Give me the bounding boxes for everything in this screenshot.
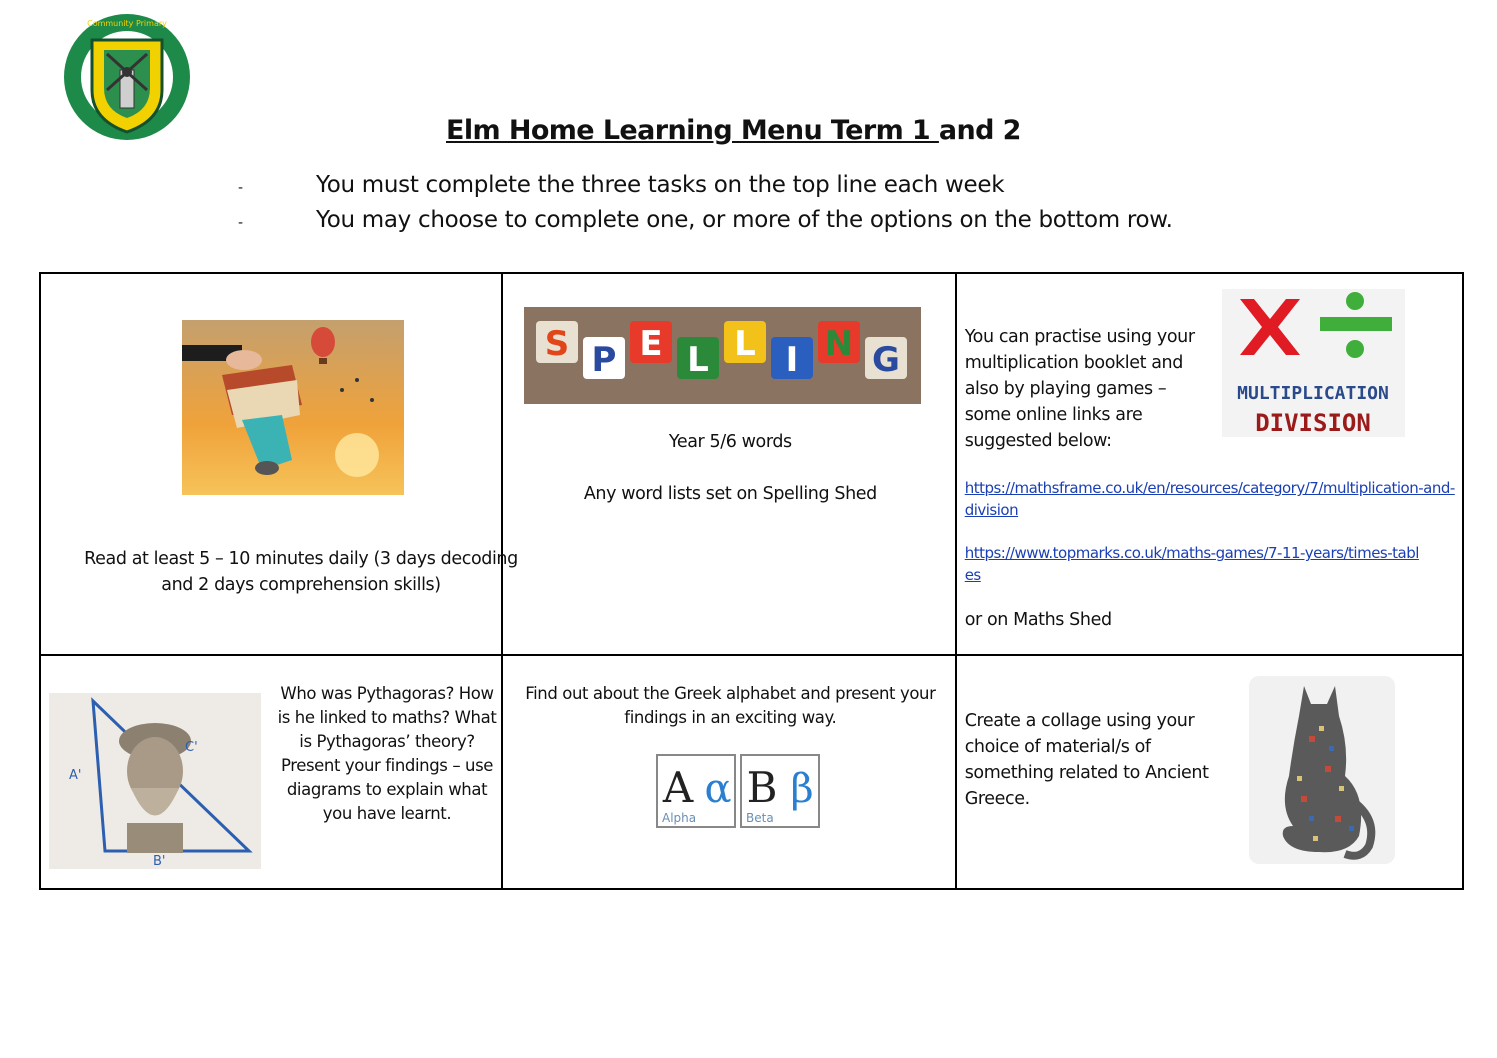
pythagoras-cell	[40, 655, 502, 889]
greek-letters-image	[656, 754, 821, 830]
pythagoras-bust-image	[49, 693, 261, 869]
bullet-dash: -	[238, 180, 243, 196]
page-title	[446, 115, 1021, 146]
multiplication-division-image	[1222, 289, 1405, 437]
division-label: DIVISION	[1254, 409, 1371, 437]
reading-book-image	[182, 320, 404, 495]
spelling-block-letter: L	[687, 340, 710, 380]
maths-shed-text: or on Maths Shed	[964, 610, 1112, 630]
spelling-shed-text: Any word lists set on Spelling Shed	[583, 484, 877, 504]
school-logo	[62, 12, 192, 142]
beta-name: Beta	[746, 811, 775, 825]
spelling-cell	[502, 273, 955, 655]
bullet-dash: -	[238, 215, 243, 231]
collage-text: Create a collage using your choice of material/s of something related to Ancient Greece.	[964, 711, 1209, 809]
spelling-block-letter: L	[734, 324, 757, 364]
learning-menu-table	[39, 272, 1464, 890]
mathsframe-link[interactable]: https://mathsframe.co.uk/en/resources/category/7/multiplication-and-division	[964, 479, 1455, 519]
multiplication-intro-text: You can practise using your multiplication booklet and also by playing games – some online links are suggested below:	[964, 327, 1195, 451]
instructions-list	[238, 172, 1173, 242]
spelling-block-letter: I	[786, 340, 799, 380]
instruction-text: You may choose to complete one, or more of the options on the bottom row.	[316, 207, 1173, 233]
triangle-label-c: C'	[185, 740, 198, 755]
triangle-label-a: A'	[69, 768, 82, 783]
page-title-underlined: Elm Home Learning Menu Term 1	[446, 115, 939, 146]
instruction-text: You must complete the three tasks on the top line each week	[316, 172, 1005, 198]
spelling-block-letter: N	[825, 324, 854, 364]
spelling-year-text: Year 5/6 words	[668, 432, 792, 452]
instruction-item	[238, 172, 1173, 207]
greek-alphabet-cell	[502, 655, 955, 889]
beta-upper: B	[746, 763, 778, 812]
svg-text:Community Primary: Community Primary	[87, 19, 167, 28]
alpha-name: Alpha	[662, 811, 697, 825]
beta-lower: β	[790, 766, 814, 812]
spelling-block-letter: S	[545, 324, 570, 364]
spelling-block-letter: G	[872, 340, 901, 380]
collage-cell	[956, 655, 1463, 889]
topmarks-link[interactable]: https://www.topmarks.co.uk/maths-games/7-11-years/times-tables	[964, 544, 1419, 584]
table-row-optional	[40, 655, 1463, 889]
alpha-upper: A	[663, 763, 694, 812]
instruction-item	[238, 207, 1173, 242]
multiplication-cell	[956, 273, 1463, 655]
reading-cell	[40, 273, 518, 655]
page-title-rest: and 2	[938, 115, 1021, 146]
spelling-block-letter: E	[639, 324, 663, 364]
alpha-lower: α	[704, 766, 732, 812]
spelling-block-letter: P	[591, 340, 617, 380]
greek-alphabet-text: Find out about the Greek alphabet and present your findings in an exciting way.	[525, 684, 936, 727]
reading-text: Read at least 5 – 10 minutes daily (3 days decoding and 2 days comprehension skills)	[84, 549, 518, 595]
spelling-blocks-image	[524, 307, 921, 404]
cat-collage-image	[1249, 676, 1395, 864]
pythagoras-text: Who was Pythagoras? How is he linked to maths? What is Pythagoras’ theory? Present your findings – use diagrams to explain what you have learnt.	[277, 684, 497, 823]
multiplication-label: MULTIPLICATION	[1236, 383, 1389, 404]
table-row-required	[40, 273, 1463, 655]
triangle-label-b: B'	[153, 854, 166, 869]
